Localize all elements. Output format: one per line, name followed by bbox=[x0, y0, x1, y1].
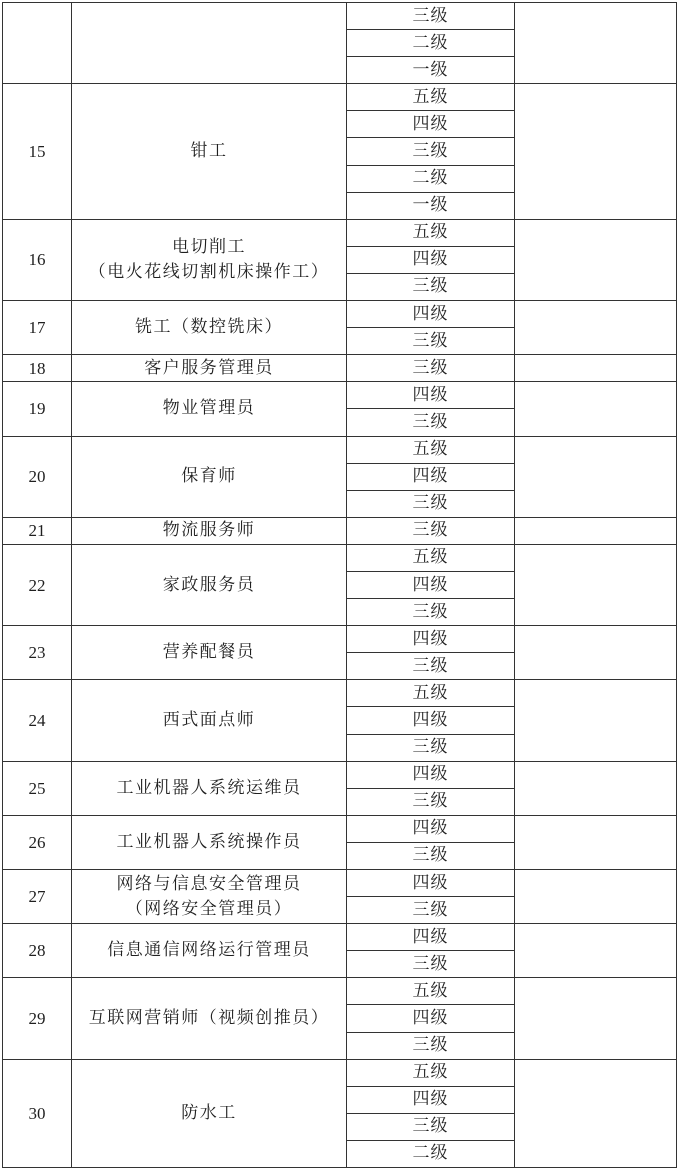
serial-number-cell: 29 bbox=[3, 978, 72, 1059]
skill-level-cell: 五级 bbox=[347, 1059, 515, 1086]
serial-number-cell: 18 bbox=[3, 355, 72, 382]
occupation-level-table bbox=[2, 2, 677, 1168]
remarks-cell bbox=[515, 382, 677, 436]
occupation-name-cell bbox=[72, 815, 347, 869]
occupation-name-line: 信息通信网络运行管理员 bbox=[107, 940, 311, 961]
remarks-cell bbox=[515, 219, 677, 300]
occupation-name-line: 保育师 bbox=[181, 466, 237, 487]
skill-level-cell: 一级 bbox=[347, 57, 515, 84]
occupation-name-line: 铣工（数控铣床） bbox=[135, 317, 283, 338]
skill-level-cell: 五级 bbox=[347, 978, 515, 1005]
skill-level-cell: 三级 bbox=[347, 842, 515, 869]
table-row bbox=[3, 84, 677, 111]
serial-number-cell: 26 bbox=[3, 815, 72, 869]
occupation-name-cell bbox=[72, 870, 347, 924]
remarks-cell bbox=[515, 544, 677, 625]
occupation-name-line: 工业机器人系统运维员 bbox=[116, 777, 302, 798]
skill-level-cell: 四级 bbox=[347, 382, 515, 409]
table-row bbox=[3, 436, 677, 463]
remarks-cell bbox=[515, 1059, 677, 1167]
remarks-cell bbox=[515, 680, 677, 761]
occupation-name-cell bbox=[72, 219, 347, 300]
occupation-name-cell bbox=[72, 680, 347, 761]
occupation-name-line: （网络安全管理员） bbox=[125, 898, 293, 919]
remarks-cell bbox=[515, 870, 677, 924]
skill-level-cell: 三级 bbox=[347, 599, 515, 626]
occupation-name-line: 客户服务管理员 bbox=[144, 357, 274, 378]
skill-level-cell: 四级 bbox=[347, 1005, 515, 1032]
occupation-name-line: 物流服务师 bbox=[162, 520, 256, 541]
skill-level-cell: 二级 bbox=[347, 30, 515, 57]
skill-level-cell: 四级 bbox=[347, 571, 515, 598]
occupation-name-cell bbox=[72, 978, 347, 1059]
skill-level-cell: 三级 bbox=[347, 517, 515, 544]
occupation-name-line: 电切削工 bbox=[172, 236, 246, 257]
serial-number-cell: 27 bbox=[3, 870, 72, 924]
skill-level-cell: 四级 bbox=[347, 111, 515, 138]
serial-number-cell: 20 bbox=[3, 436, 72, 517]
table-row bbox=[3, 3, 677, 30]
skill-level-cell: 四级 bbox=[347, 626, 515, 653]
table-row bbox=[3, 626, 677, 653]
occupation-name-cell bbox=[72, 517, 347, 544]
remarks-cell bbox=[515, 3, 677, 84]
occupation-name-cell bbox=[72, 382, 347, 436]
skill-level-cell: 四级 bbox=[347, 1086, 515, 1113]
serial-number-cell: 22 bbox=[3, 544, 72, 625]
serial-number-cell: 28 bbox=[3, 924, 72, 978]
skill-level-cell: 四级 bbox=[347, 707, 515, 734]
skill-level-cell: 三级 bbox=[347, 138, 515, 165]
occupation-name-cell bbox=[72, 436, 347, 517]
skill-level-cell: 三级 bbox=[347, 734, 515, 761]
occupation-name-line: 互联网营销师（视频创推员） bbox=[88, 1008, 330, 1029]
skill-level-cell: 五级 bbox=[347, 84, 515, 111]
table-row bbox=[3, 382, 677, 409]
serial-number-cell bbox=[3, 3, 72, 84]
table-row bbox=[3, 1059, 677, 1086]
table-row bbox=[3, 219, 677, 246]
skill-level-cell: 二级 bbox=[347, 165, 515, 192]
table-row bbox=[3, 761, 677, 788]
table-row bbox=[3, 301, 677, 328]
serial-number-cell: 15 bbox=[3, 84, 72, 219]
occupation-name-cell bbox=[72, 544, 347, 625]
remarks-cell bbox=[515, 626, 677, 680]
serial-number-cell: 30 bbox=[3, 1059, 72, 1167]
skill-level-cell: 三级 bbox=[347, 788, 515, 815]
serial-number-cell: 23 bbox=[3, 626, 72, 680]
occupation-name-line: 钳工 bbox=[190, 141, 228, 162]
table-row bbox=[3, 815, 677, 842]
skill-level-cell: 四级 bbox=[347, 301, 515, 328]
remarks-cell bbox=[515, 301, 677, 355]
occupation-name-cell bbox=[72, 3, 347, 84]
skill-level-cell: 三级 bbox=[347, 409, 515, 436]
occupation-name-line: 防水工 bbox=[181, 1102, 237, 1123]
serial-number-cell: 21 bbox=[3, 517, 72, 544]
serial-number-cell: 24 bbox=[3, 680, 72, 761]
remarks-cell bbox=[515, 517, 677, 544]
occupation-name-line: 家政服务员 bbox=[162, 574, 256, 595]
remarks-cell bbox=[515, 924, 677, 978]
occupation-name-line: 营养配餐员 bbox=[162, 642, 256, 663]
table-row bbox=[3, 355, 677, 382]
occupation-name-line: 工业机器人系统操作员 bbox=[116, 831, 302, 852]
occupation-name-cell bbox=[72, 924, 347, 978]
table-row bbox=[3, 978, 677, 1005]
skill-level-cell: 五级 bbox=[347, 544, 515, 571]
occupation-name-cell bbox=[72, 355, 347, 382]
skill-level-cell: 五级 bbox=[347, 680, 515, 707]
occupation-name-cell bbox=[72, 626, 347, 680]
occupation-name-cell bbox=[72, 1059, 347, 1167]
table-row bbox=[3, 870, 677, 897]
skill-level-cell: 三级 bbox=[347, 1032, 515, 1059]
table-row bbox=[3, 544, 677, 571]
table-row bbox=[3, 680, 677, 707]
occupation-name-line: 西式面点师 bbox=[162, 709, 256, 730]
remarks-cell bbox=[515, 355, 677, 382]
occupation-name-cell bbox=[72, 84, 347, 219]
remarks-cell bbox=[515, 436, 677, 517]
skill-level-cell: 三级 bbox=[347, 355, 515, 382]
table-row bbox=[3, 924, 677, 951]
remarks-cell bbox=[515, 84, 677, 219]
skill-level-cell: 三级 bbox=[347, 3, 515, 30]
skill-level-cell: 五级 bbox=[347, 219, 515, 246]
occupation-name-line: 物业管理员 bbox=[162, 398, 256, 419]
remarks-cell bbox=[515, 815, 677, 869]
skill-level-cell: 四级 bbox=[347, 870, 515, 897]
serial-number-cell: 25 bbox=[3, 761, 72, 815]
skill-level-cell: 四级 bbox=[347, 246, 515, 273]
skill-level-cell: 四级 bbox=[347, 761, 515, 788]
serial-number-cell: 16 bbox=[3, 219, 72, 300]
skill-level-cell: 四级 bbox=[347, 815, 515, 842]
serial-number-cell: 17 bbox=[3, 301, 72, 355]
skill-level-cell: 三级 bbox=[347, 653, 515, 680]
skill-level-cell: 三级 bbox=[347, 951, 515, 978]
skill-level-cell: 三级 bbox=[347, 490, 515, 517]
remarks-cell bbox=[515, 761, 677, 815]
occupation-name-line: 网络与信息安全管理员 bbox=[116, 873, 302, 894]
skill-level-cell: 三级 bbox=[347, 1113, 515, 1140]
occupation-name-cell bbox=[72, 761, 347, 815]
occupation-name-cell bbox=[72, 301, 347, 355]
serial-number-cell: 19 bbox=[3, 382, 72, 436]
skill-level-cell: 一级 bbox=[347, 192, 515, 219]
skill-level-cell: 四级 bbox=[347, 924, 515, 951]
table-row bbox=[3, 517, 677, 544]
skill-level-cell: 二级 bbox=[347, 1140, 515, 1167]
skill-level-cell: 三级 bbox=[347, 328, 515, 355]
occupation-name-line: （电火花线切割机床操作工） bbox=[88, 261, 330, 282]
skill-level-cell: 四级 bbox=[347, 463, 515, 490]
skill-level-cell: 三级 bbox=[347, 273, 515, 300]
skill-level-cell: 三级 bbox=[347, 897, 515, 924]
table-body bbox=[3, 3, 677, 1168]
skill-level-cell: 五级 bbox=[347, 436, 515, 463]
remarks-cell bbox=[515, 978, 677, 1059]
